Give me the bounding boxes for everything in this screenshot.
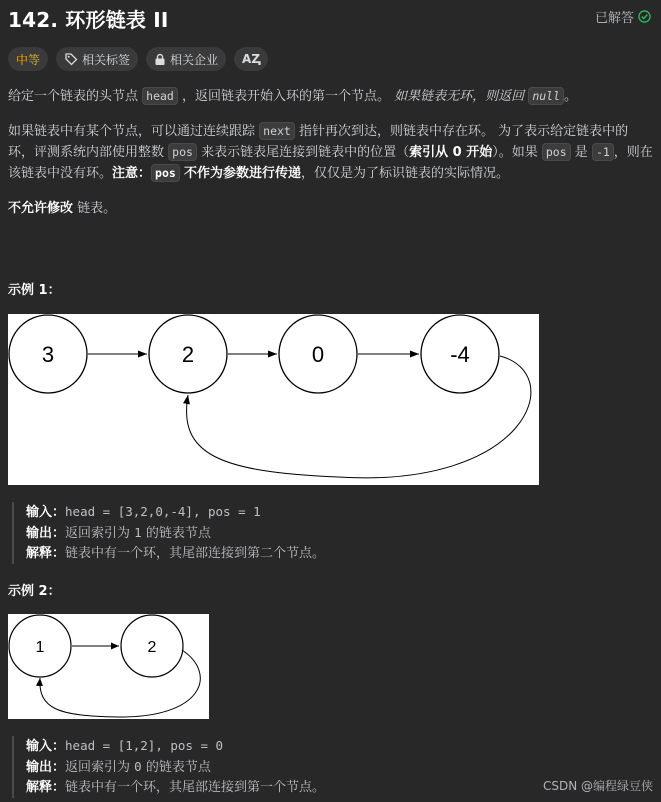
output-label: 输出： [26, 526, 66, 541]
translate-button[interactable] [234, 47, 268, 71]
inline-code: pos [168, 143, 197, 161]
output-index: 1 [134, 525, 142, 540]
description-paragraph-2 [8, 121, 653, 184]
text: 如果链表中有某个节点，可以通过连续跟踪 [8, 124, 256, 139]
example-1-io [12, 502, 325, 564]
inline-code: pos [542, 143, 571, 161]
watermark: CSDN @编程绿豆侠 [542, 779, 653, 793]
related-companies-button[interactable] [146, 47, 226, 71]
difficulty-tag[interactable] [8, 47, 48, 71]
check-circle-icon [638, 10, 651, 23]
solved-status [595, 7, 651, 26]
problem-description [8, 86, 653, 219]
inline-code: -1 [592, 143, 614, 161]
explain-label: 解释： [26, 780, 66, 795]
description-paragraph-1 [8, 86, 653, 107]
example-2-title: 示例 2： [8, 584, 61, 599]
list-node-value: -4 [450, 342, 470, 367]
list-node-value: 2 [147, 639, 157, 656]
inline-code: head [142, 87, 178, 105]
example-1-title: 示例 1： [8, 283, 61, 298]
text: ，仅仅是为了标识链表的实际情况。 [300, 166, 509, 181]
description-paragraph-3 [8, 198, 653, 219]
tag-icon [64, 52, 78, 66]
input-label: 输入： [26, 739, 66, 754]
related-tags-label: 相关标签 [82, 52, 131, 67]
problem-title: 142. 环形链表 II [8, 8, 169, 32]
inline-code: pos [151, 164, 180, 182]
text: 链表。 [77, 201, 117, 216]
input-label: 输入： [26, 505, 66, 520]
explain-text: 链表中有一个环，其尾部连接到第二个节点。 [65, 546, 326, 561]
inline-code: next [259, 122, 295, 140]
output-text: 返回索引为 [65, 526, 131, 541]
list-node-value: 1 [35, 639, 45, 656]
inline-code: null [528, 87, 564, 105]
solved-label: 已解答 [594, 11, 634, 26]
tag-bar [8, 47, 268, 71]
explain-text: 链表中有一个环，其尾部连接到第一个节点。 [65, 780, 326, 795]
text: ，则在该链表中没有环。 [8, 145, 653, 181]
example-1-diagram [8, 314, 539, 485]
text: ）。如果 [492, 145, 538, 160]
list-node-value: 2 [181, 342, 195, 367]
italic-text: 如果链表无环，则返回 [394, 89, 525, 104]
bold-text: 不允许修改 [8, 201, 74, 216]
related-tags-button[interactable] [56, 47, 138, 71]
example-2-io [12, 736, 325, 798]
text: 指针再次到达，则链表中存在环。 为了表示给定链表中的环，评测系统内部使用整数 [8, 124, 629, 160]
list-node-value: 0 [311, 342, 325, 367]
input-value: head = [1,2], pos = 0 [65, 738, 224, 753]
bold-text: 索引从 0 开始 [409, 145, 493, 160]
related-companies-label: 相关企业 [170, 52, 219, 67]
bold-text: 不作为参数进行传递 [183, 166, 301, 181]
text: 给定一个链表的头节点 [8, 89, 139, 104]
list-node-value: 3 [41, 342, 55, 367]
output-text: 的链表节点 [145, 760, 211, 775]
output-text: 的链表节点 [145, 526, 211, 541]
translate-icon: AⱫ [242, 52, 261, 66]
example-2-diagram [8, 614, 209, 719]
output-text: 返回索引为 [65, 760, 131, 775]
input-value: head = [3,2,0,-4], pos = 1 [65, 504, 261, 519]
text: 。 [564, 89, 578, 104]
output-label: 输出： [26, 760, 66, 775]
text: 是 [574, 145, 588, 160]
output-index: 0 [134, 759, 142, 774]
explain-label: 解释： [26, 546, 66, 561]
lock-icon [154, 53, 166, 66]
bold-text: 注意： [112, 166, 152, 181]
text: ，返回链表开始入环的第一个节点。 [182, 89, 391, 104]
difficulty-label: 中等 [16, 52, 41, 67]
text: 来表示链表尾连接到链表中的位置（ [201, 145, 410, 160]
